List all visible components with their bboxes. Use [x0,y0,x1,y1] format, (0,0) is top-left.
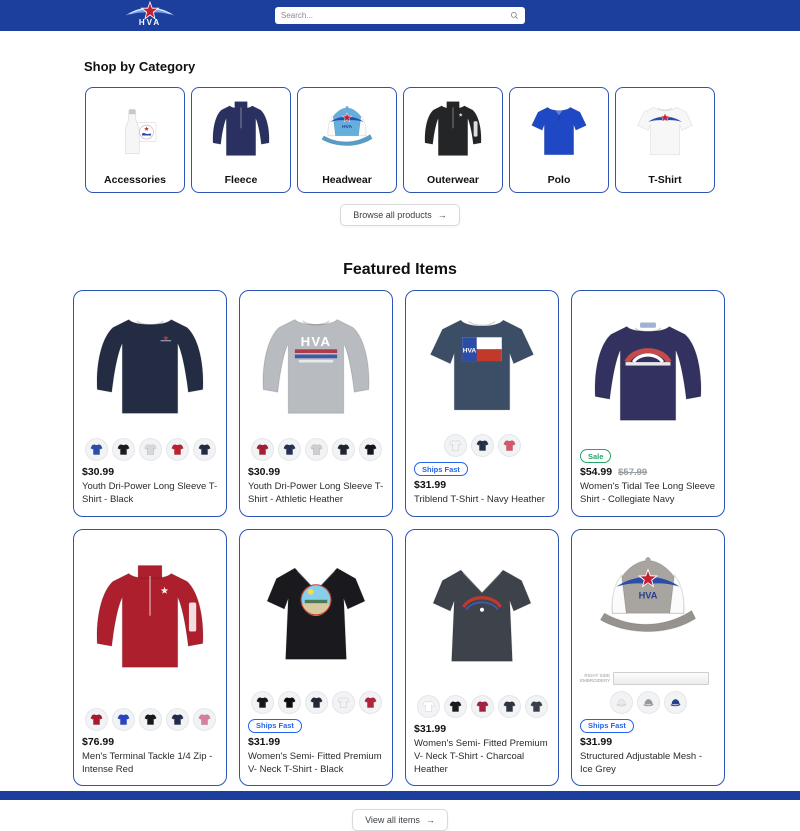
swatch-row [248,438,384,461]
svg-text:HVA: HVA [462,347,477,355]
product-price: $31.99 [248,735,281,748]
product-image [248,538,384,688]
color-swatch[interactable] [359,691,382,714]
arrow-right-icon: → [437,210,447,220]
color-swatch[interactable] [525,695,548,718]
search-input[interactable] [281,11,510,20]
swatch-row [82,438,218,461]
product-card-5[interactable] [73,529,227,787]
page-content [0,59,800,831]
ships-fast-badge: Ships Fast [248,719,302,733]
color-swatch[interactable] [85,438,108,461]
view-all-items-button[interactable] [352,809,448,831]
category-card-outerwear[interactable] [403,87,503,193]
embroidery-label: RIGHT SIDE EMBROIDERY [580,672,611,684]
category-label: Accessories [104,174,166,186]
color-swatch[interactable] [332,691,355,714]
shop-by-category-title: Shop by Category [84,59,196,74]
swatch-row [414,434,550,457]
product-name: Structured Adjustable Mesh - Ice Grey [580,750,702,775]
svg-text:HVA: HVA [638,590,658,601]
product-card-1[interactable] [73,290,227,517]
category-card-headwear[interactable] [297,87,397,193]
color-swatch[interactable] [359,438,382,461]
swatch-row [82,708,218,731]
category-card-tshirt[interactable] [615,87,715,193]
product-card-3[interactable] [405,290,559,517]
product-name: Women's Semi- Fitted Premium V- Neck T-Shirt - Charcoal Heather [414,738,548,775]
product-price: $54.99 $57.99 [580,466,648,479]
ships-fast-badge: Ships Fast [580,719,634,733]
browse-all-label: Browse all products [353,210,432,220]
product-card-6[interactable] [239,529,393,787]
brand-logo[interactable] [118,1,182,27]
swatch-row [414,695,550,718]
category-image [100,95,170,167]
category-label: Polo [547,174,571,186]
category-row [0,87,800,193]
category-image [524,95,594,167]
color-swatch[interactable] [471,434,494,457]
product-image [414,299,550,431]
color-swatch[interactable] [112,708,135,731]
color-swatch[interactable] [193,438,216,461]
color-swatch[interactable] [417,695,440,718]
color-swatch[interactable] [637,691,660,714]
product-price: $31.99 [414,723,447,735]
color-swatch[interactable] [278,691,301,714]
product-price: $31.99 [580,735,613,748]
product-card-2[interactable] [239,290,393,517]
search-icon[interactable] [510,11,519,20]
color-swatch[interactable] [139,438,162,461]
product-image [580,299,716,449]
embroidery-area [613,672,709,685]
product-original-price: $57.99 [618,467,648,479]
arrow-right-icon: → [425,815,435,826]
product-name: Youth Dri-Power Long Sleeve T-Shirt - Black [82,481,218,505]
color-swatch[interactable] [498,695,521,718]
category-image [418,95,488,167]
product-image [82,299,218,435]
color-swatch[interactable] [610,691,633,714]
view-all-label: View all items [365,815,420,826]
brand-text: HVA [138,18,162,27]
category-image [312,95,382,167]
svg-text:HVA: HVA [342,125,352,131]
product-price: $30.99 [82,466,115,479]
product-name: Youth Dri-Power Long Sleeve T-Shirt - Athletic Heather [248,481,384,505]
color-swatch[interactable] [166,438,189,461]
svg-text:HVA: HVA [300,333,332,349]
color-swatch[interactable] [139,708,162,731]
color-swatch[interactable] [444,695,467,718]
color-swatch[interactable] [85,708,108,731]
color-swatch[interactable] [193,708,216,731]
product-image [82,538,218,705]
color-swatch[interactable] [498,434,521,457]
category-image [630,95,700,167]
category-card-fleece[interactable] [191,87,291,193]
category-label: Headwear [322,174,372,186]
product-name: Triblend T-Shirt - Navy Heather [414,494,545,505]
product-name: Women's Tidal Tee Long Sleeve Shirt - Collegiate Navy [580,481,716,505]
category-label: Fleece [224,174,258,186]
color-swatch[interactable] [278,438,301,461]
product-price: $76.99 [82,735,115,748]
featured-items-title: Featured Items [343,261,457,278]
product-card-7[interactable] [405,529,559,787]
product-image [414,538,550,692]
color-swatch[interactable] [305,691,328,714]
product-name: Women's Semi- Fitted Premium V- Neck T-Shirt - Black [248,750,382,775]
category-image [206,95,276,167]
product-grid [73,290,727,786]
category-card-accessories[interactable] [85,87,185,193]
color-swatch[interactable] [251,438,274,461]
browse-all-products-button[interactable] [340,204,460,226]
color-swatch[interactable] [471,695,494,718]
category-card-polo[interactable] [509,87,609,193]
footer-bar [0,791,800,800]
product-card-4[interactable] [571,290,725,517]
product-image [248,299,384,435]
product-image [580,538,716,670]
product-card-8[interactable] [571,529,725,787]
category-label: T-Shirt [648,174,682,186]
color-swatch[interactable] [444,434,467,457]
swatch-row [248,691,384,714]
search-box [275,7,525,24]
color-swatch[interactable] [332,438,355,461]
top-nav-bar [0,0,800,31]
product-price: $30.99 [248,466,281,479]
ships-fast-badge: Ships Fast [414,462,468,476]
color-swatch[interactable] [251,691,274,714]
swatch-row [580,691,716,714]
color-swatch[interactable] [166,708,189,731]
color-swatch[interactable] [305,438,328,461]
product-price: $31.99 [414,479,447,491]
product-name: Men's Terminal Tackle 1/4 Zip - Intense Red [82,750,213,775]
color-swatch[interactable] [664,691,687,714]
embroidery-strip [580,672,716,685]
color-swatch[interactable] [112,438,135,461]
category-label: Outerwear [427,174,479,186]
sale-badge: Sale [580,449,611,463]
